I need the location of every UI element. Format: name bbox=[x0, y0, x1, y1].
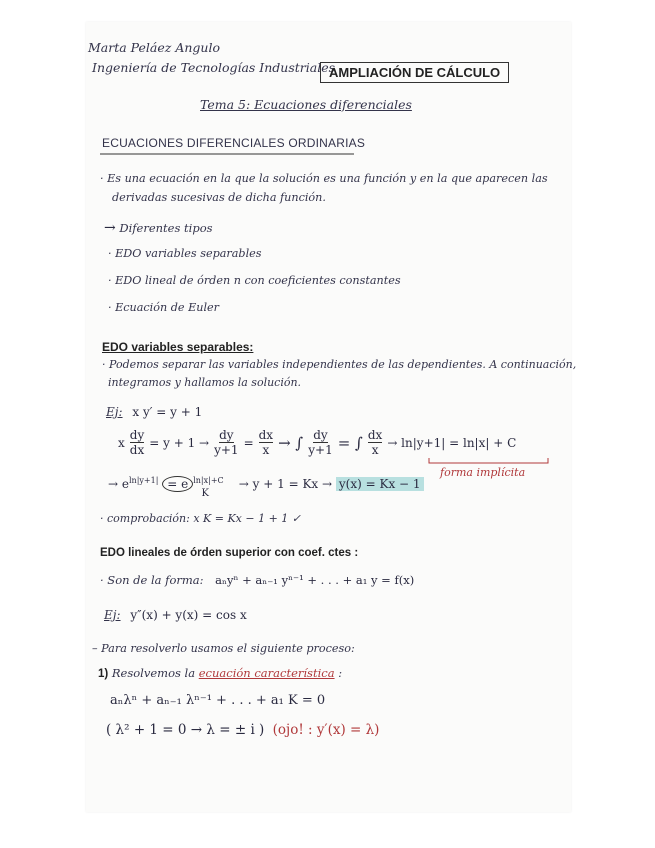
term: = ∫ bbox=[337, 433, 363, 452]
form-label: · Son de la forma: bbox=[100, 573, 204, 587]
example-equation: ( λ² + 1 = 0 → λ = ± i ) bbox=[106, 722, 265, 738]
denominator: y+1 bbox=[308, 443, 333, 457]
fraction bbox=[308, 428, 332, 457]
denominator: x bbox=[371, 443, 379, 457]
process-text: – Para resolverlo usamos el siguiente proceso: bbox=[92, 642, 355, 655]
numerator: dy bbox=[129, 428, 145, 442]
term: = bbox=[243, 435, 254, 450]
term: → ln|y+1| = ln|x| + C bbox=[387, 435, 517, 450]
separable-text-2: integramos y hallamos la solución. bbox=[108, 376, 302, 389]
step-number: 1) bbox=[98, 668, 109, 680]
arrow-right-icon: → bbox=[104, 220, 116, 236]
exponent: ln|x|+C bbox=[193, 476, 224, 485]
types-heading bbox=[104, 220, 213, 236]
term: → y + 1 = Kx → bbox=[238, 477, 333, 491]
explicit-solution: y(x) = Kx − 1 bbox=[336, 477, 424, 491]
step-1 bbox=[98, 666, 342, 680]
type-item: · EDO lineal de órden n con coeficientes constantes bbox=[108, 274, 401, 287]
author-name: Marta Peláez Angulo bbox=[88, 40, 220, 55]
section-title: ECUACIONES DIFERENCIALES ORDINARIAS bbox=[102, 136, 366, 150]
numerator: dx bbox=[258, 428, 274, 442]
constant-k: K bbox=[201, 488, 209, 499]
fraction bbox=[368, 428, 382, 457]
example-label: Ej: bbox=[106, 405, 123, 419]
verification: · comprobación: x K = Kx − 1 + 1 ✓ bbox=[100, 512, 301, 525]
topic-title: Tema 5: Ecuaciones diferenciales bbox=[200, 97, 412, 112]
course-title: AMPLIACIÓN DE CÁLCULO bbox=[329, 65, 501, 80]
term: = e bbox=[162, 476, 193, 492]
term: = y + 1 → bbox=[149, 435, 210, 450]
section-title-underline bbox=[100, 153, 360, 157]
denominator: dx bbox=[129, 443, 145, 457]
form-equation: aₙyⁿ + aₙ₋₁ yⁿ⁻¹ + . . . + a₁ y = f(x) bbox=[215, 573, 415, 587]
term: x bbox=[118, 435, 125, 450]
definition-line-1: · Es una ecuación en la que la solución es una función y en la que aparecen las bbox=[100, 172, 548, 185]
example-equation: x y′ = y + 1 bbox=[132, 405, 203, 419]
note: (ojo! : y′(x) = λ) bbox=[272, 722, 380, 738]
definition-line-2: derivadas sucesivas de dicha función. bbox=[112, 191, 326, 204]
exponent: ln|y+1| bbox=[128, 476, 159, 485]
term: → ∫ bbox=[278, 433, 304, 452]
numerator: dy bbox=[219, 428, 234, 442]
type-item: · Ecuación de Euler bbox=[108, 301, 220, 314]
derivation-line-1 bbox=[118, 428, 516, 457]
derivation-line-2 bbox=[108, 476, 424, 499]
type-item: · EDO variables separables bbox=[108, 247, 262, 260]
fraction-dy-dx bbox=[130, 428, 144, 457]
example-equation: y″(x) + y(x) = cos x bbox=[130, 608, 247, 622]
numerator: dx bbox=[367, 428, 383, 442]
term: → e bbox=[108, 477, 129, 491]
separable-text-1: · Podemos separar las variables independientes de las dependientes. A continuación, bbox=[102, 358, 577, 371]
implicit-form-label: forma implícita bbox=[440, 466, 526, 479]
linear-form bbox=[100, 573, 414, 587]
linear-heading: EDO lineales de órden superior con coef. ctes : bbox=[100, 547, 359, 559]
numerator: dy bbox=[313, 428, 328, 442]
linear-example bbox=[104, 608, 247, 622]
example-label: Ej: bbox=[104, 608, 121, 622]
types-heading-text: Diferentes tipos bbox=[119, 221, 213, 235]
degree-name: Ingeniería de Tecnologías Industriales bbox=[92, 60, 336, 75]
characteristic-example bbox=[106, 722, 379, 738]
fraction bbox=[214, 428, 238, 457]
step-keyword: ecuación característica bbox=[198, 666, 335, 680]
characteristic-equation: aₙλⁿ + aₙ₋₁ λⁿ⁻¹ + . . . + a₁ K = 0 bbox=[110, 693, 326, 708]
fraction bbox=[259, 428, 273, 457]
denominator: x bbox=[262, 443, 270, 457]
course-title-box bbox=[320, 62, 509, 83]
separable-example bbox=[106, 405, 202, 419]
separable-heading: EDO variables separables: bbox=[102, 340, 254, 354]
denominator: y+1 bbox=[214, 443, 239, 457]
step-text: : bbox=[338, 666, 343, 680]
step-text: Resolvemos la bbox=[111, 666, 196, 680]
